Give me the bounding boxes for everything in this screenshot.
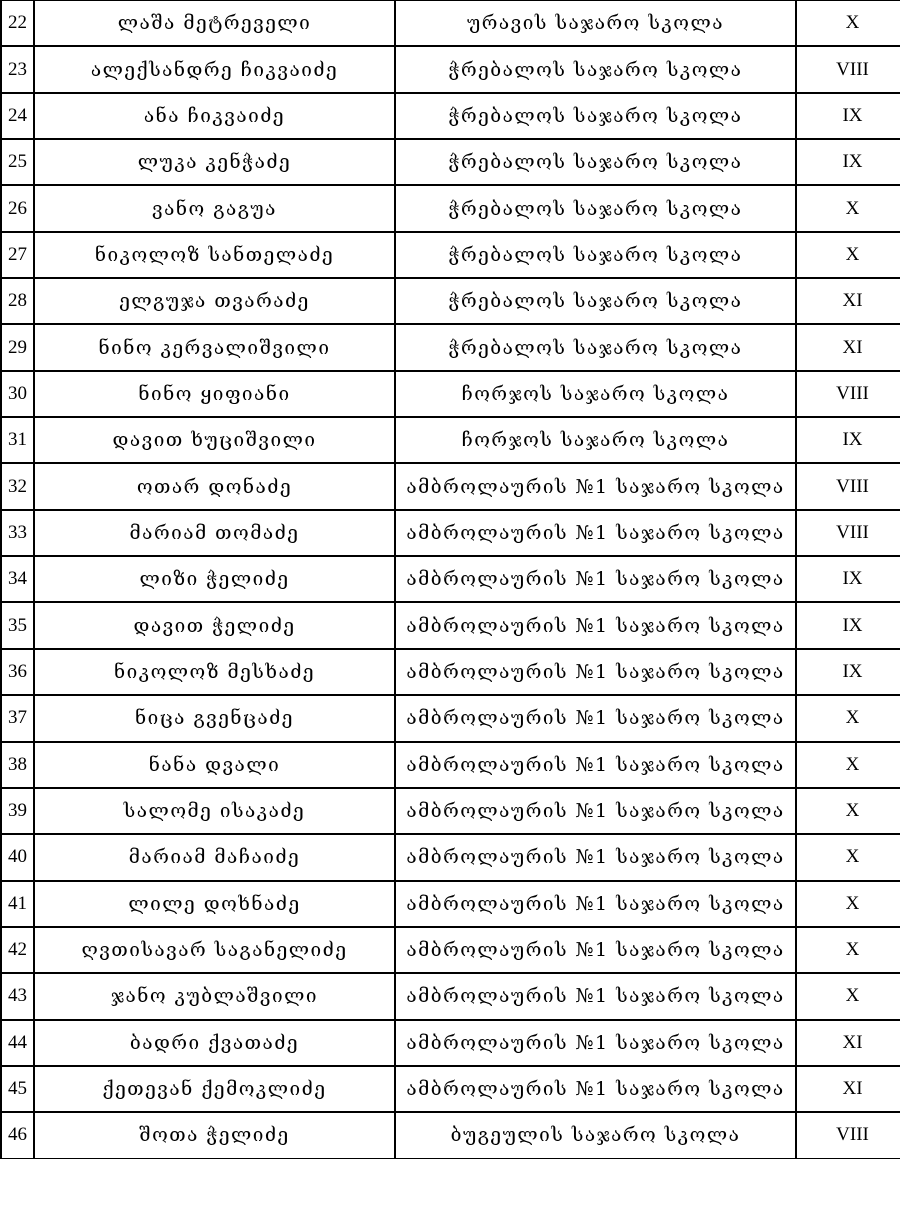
student-name: შოთა ჭელიძე xyxy=(34,1112,395,1158)
row-number: 40 xyxy=(1,834,34,880)
school-name: ამბროლაურის №1 საჯარო სკოლა xyxy=(395,510,796,556)
row-number: 27 xyxy=(1,232,34,278)
table-row xyxy=(1,1,900,47)
student-name: ელგუჯა თვარაძე xyxy=(34,278,395,324)
table-row xyxy=(1,417,900,463)
table-row xyxy=(1,232,900,278)
row-number: 39 xyxy=(1,788,34,834)
row-number: 28 xyxy=(1,278,34,324)
grade: IX xyxy=(796,139,900,185)
school-name: ჭრებალოს საჯარო სკოლა xyxy=(395,139,796,185)
grade: IX xyxy=(796,649,900,695)
row-number: 24 xyxy=(1,93,34,139)
table-row xyxy=(1,1020,900,1066)
row-number: 43 xyxy=(1,973,34,1019)
table-row xyxy=(1,649,900,695)
grade: IX xyxy=(796,602,900,648)
grade: VIII xyxy=(796,46,900,92)
grade: X xyxy=(796,834,900,880)
grade: VIII xyxy=(796,371,900,417)
student-name: ნიცა გვენცაძე xyxy=(34,695,395,741)
row-number: 42 xyxy=(1,927,34,973)
row-number: 35 xyxy=(1,602,34,648)
grade: X xyxy=(796,185,900,231)
table-row xyxy=(1,510,900,556)
school-name: ამბროლაურის №1 საჯარო სკოლა xyxy=(395,602,796,648)
row-number: 37 xyxy=(1,695,34,741)
student-name: ნინო ყიფიანი xyxy=(34,371,395,417)
grade: X xyxy=(796,881,900,927)
school-name: ამბროლაურის №1 საჯარო სკოლა xyxy=(395,927,796,973)
school-name: ამბროლაურის №1 საჯარო სკოლა xyxy=(395,834,796,880)
school-name: ამბროლაურის №1 საჯარო სკოლა xyxy=(395,973,796,1019)
student-name: ანა ჩიკვაიძე xyxy=(34,93,395,139)
table-row xyxy=(1,927,900,973)
school-name: ამბროლაურის №1 საჯარო სკოლა xyxy=(395,1066,796,1112)
table-row xyxy=(1,463,900,509)
student-name: მარიამ მაჩაიძე xyxy=(34,834,395,880)
student-name: მარიამ თომაძე xyxy=(34,510,395,556)
table-row xyxy=(1,742,900,788)
table-row xyxy=(1,973,900,1019)
table-row xyxy=(1,834,900,880)
grade: X xyxy=(796,927,900,973)
student-name: დავით ჭელიძე xyxy=(34,602,395,648)
student-name: დავით ხუციშვილი xyxy=(34,417,395,463)
row-number: 36 xyxy=(1,649,34,695)
row-number: 46 xyxy=(1,1112,34,1158)
student-name: ღვთისავარ საგანელიძე xyxy=(34,927,395,973)
row-number: 29 xyxy=(1,324,34,370)
school-name: ჭრებალოს საჯარო სკოლა xyxy=(395,46,796,92)
grade: X xyxy=(796,695,900,741)
school-name: ჭრებალოს საჯარო სკოლა xyxy=(395,324,796,370)
grade: XI xyxy=(796,1066,900,1112)
table-row xyxy=(1,185,900,231)
row-number: 44 xyxy=(1,1020,34,1066)
student-name: ლიზი ჭელიძე xyxy=(34,556,395,602)
school-name: ამბროლაურის №1 საჯარო სკოლა xyxy=(395,742,796,788)
grade: VIII xyxy=(796,510,900,556)
grade: VIII xyxy=(796,1112,900,1158)
table-row xyxy=(1,46,900,92)
row-number: 25 xyxy=(1,139,34,185)
table-row xyxy=(1,556,900,602)
school-name: ჭრებალოს საჯარო სკოლა xyxy=(395,232,796,278)
grade: IX xyxy=(796,556,900,602)
student-name: ნანა დვალი xyxy=(34,742,395,788)
school-name: ჩორჯოს საჯარო სკოლა xyxy=(395,417,796,463)
school-name: ამბროლაურის №1 საჯარო სკოლა xyxy=(395,1020,796,1066)
table-row xyxy=(1,371,900,417)
grade: XI xyxy=(796,324,900,370)
school-name: ჭრებალოს საჯარო სკოლა xyxy=(395,185,796,231)
school-name: ურავის საჯარო სკოლა xyxy=(395,1,796,47)
row-number: 33 xyxy=(1,510,34,556)
student-name: ნიკოლოზ სანთელაძე xyxy=(34,232,395,278)
grade: X xyxy=(796,232,900,278)
school-name: ამბროლაურის №1 საჯარო სკოლა xyxy=(395,649,796,695)
grade: X xyxy=(796,973,900,1019)
participants-table-body xyxy=(1,1,900,1159)
student-name: ვანო გაგუა xyxy=(34,185,395,231)
row-number: 30 xyxy=(1,371,34,417)
grade: X xyxy=(796,742,900,788)
student-name: ლაშა მეტრეველი xyxy=(34,1,395,47)
table-row xyxy=(1,93,900,139)
row-number: 23 xyxy=(1,46,34,92)
row-number: 31 xyxy=(1,417,34,463)
grade: XI xyxy=(796,1020,900,1066)
table-row xyxy=(1,695,900,741)
grade: XI xyxy=(796,278,900,324)
student-name: ნიკოლოზ მესხაძე xyxy=(34,649,395,695)
student-name: ოთარ დონაძე xyxy=(34,463,395,509)
table-row xyxy=(1,602,900,648)
school-name: ამბროლაურის №1 საჯარო სკოლა xyxy=(395,881,796,927)
table-row xyxy=(1,788,900,834)
row-number: 32 xyxy=(1,463,34,509)
row-number: 38 xyxy=(1,742,34,788)
grade: IX xyxy=(796,93,900,139)
student-name: ნინო კერვალიშვილი xyxy=(34,324,395,370)
row-number: 34 xyxy=(1,556,34,602)
school-name: ბუგეულის საჯარო სკოლა xyxy=(395,1112,796,1158)
row-number: 22 xyxy=(1,1,34,47)
grade: VIII xyxy=(796,463,900,509)
student-name: ქეთევან ქემოკლიძე xyxy=(34,1066,395,1112)
school-name: ჩორჯოს საჯარო სკოლა xyxy=(395,371,796,417)
school-name: ამბროლაურის №1 საჯარო სკოლა xyxy=(395,695,796,741)
school-name: ამბროლაურის №1 საჯარო სკოლა xyxy=(395,788,796,834)
row-number: 45 xyxy=(1,1066,34,1112)
grade: IX xyxy=(796,417,900,463)
row-number: 26 xyxy=(1,185,34,231)
table-row xyxy=(1,881,900,927)
school-name: ამბროლაურის №1 საჯარო სკოლა xyxy=(395,463,796,509)
student-name: ჯანო კუბლაშვილი xyxy=(34,973,395,1019)
student-name: ალექსანდრე ჩიკვაიძე xyxy=(34,46,395,92)
grade: X xyxy=(796,1,900,47)
table-row xyxy=(1,1066,900,1112)
grade: X xyxy=(796,788,900,834)
table-row xyxy=(1,1112,900,1158)
table-row xyxy=(1,139,900,185)
student-name: სალომე ისაკაძე xyxy=(34,788,395,834)
school-name: ჭრებალოს საჯარო სკოლა xyxy=(395,278,796,324)
row-number: 41 xyxy=(1,881,34,927)
student-name: ბადრი ქვათაძე xyxy=(34,1020,395,1066)
student-name: ლუკა კენჭაძე xyxy=(34,139,395,185)
school-name: ამბროლაურის №1 საჯარო სკოლა xyxy=(395,556,796,602)
table-row xyxy=(1,278,900,324)
school-name: ჭრებალოს საჯარო სკოლა xyxy=(395,93,796,139)
student-name: ლილე დოხნაძე xyxy=(34,881,395,927)
table-row xyxy=(1,324,900,370)
